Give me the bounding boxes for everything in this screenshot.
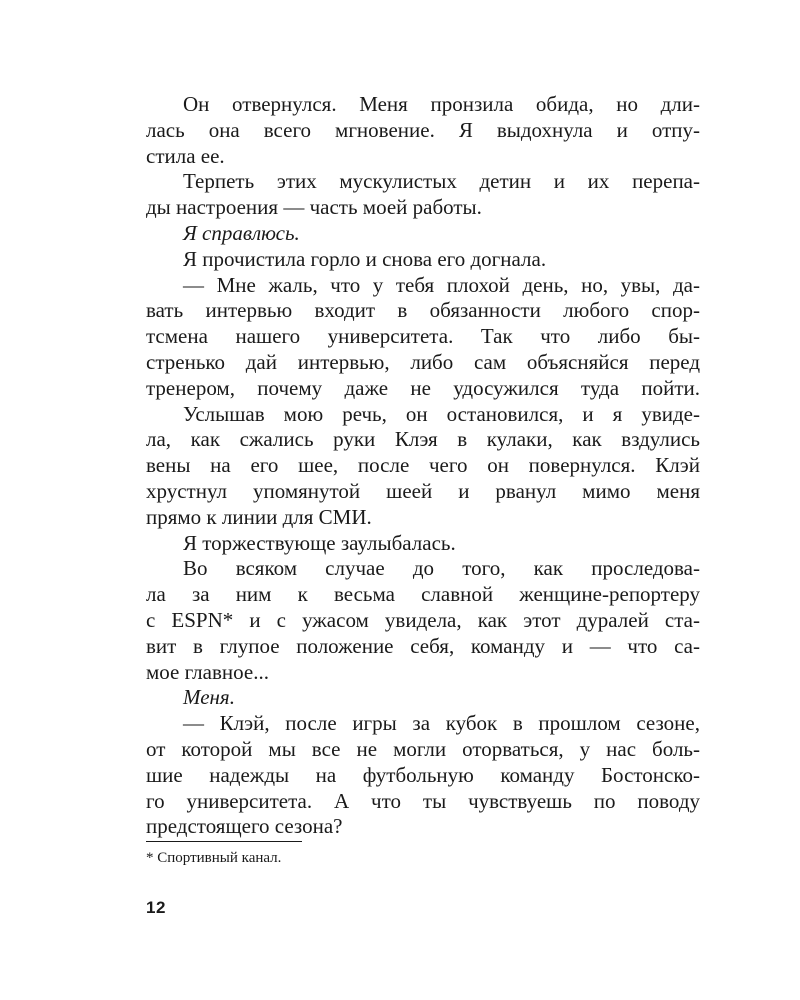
text-line: Я справлюсь. xyxy=(183,220,300,245)
text-line: — Клэй, после игры за кубок в прошлом сезоне, xyxy=(183,711,700,736)
text-line: стила ее. xyxy=(146,143,225,168)
text-line: вит в глупое положение себя, команду и — что са- xyxy=(146,633,700,658)
text-line: Во всяком случае до того, как проследова- xyxy=(183,556,700,581)
text-line: предстоящего сезона? xyxy=(146,814,343,839)
text-line: от которой мы все не могли оторваться, у нас боль- xyxy=(146,736,700,761)
text-line: ды настроения — часть моей работы. xyxy=(146,195,482,220)
text-line: Он отвернулся. Меня пронзила обида, но дли- xyxy=(183,92,700,116)
text-line: шие надежды на футбольную команду Бостонско- xyxy=(146,762,700,787)
text-line: вены на его шее, после чего он повернулся. Клэй xyxy=(146,453,700,478)
footnote: * Спортивный канал. xyxy=(146,850,282,866)
text-line: Меня. xyxy=(183,685,235,710)
text-line: ла за ним к весьма славной женщине-репортеру xyxy=(146,582,700,607)
body-text xyxy=(146,92,700,840)
text-line: хрустнул упомянутой шеей и рванул мимо меня xyxy=(146,478,700,503)
text-line: лась она всего мгновение. Я выдохнула и отпу- xyxy=(146,117,700,142)
text-line: стренько дай интервью, либо сам объясняйся перед xyxy=(146,349,700,374)
text-line: Терпеть этих мускулистых детин и их перепа- xyxy=(183,169,700,194)
text-line: тсмена нашего университета. Так что либо бы- xyxy=(146,324,700,349)
text-line: го университета. А что ты чувствуешь по поводу xyxy=(146,788,700,813)
text-line: прямо к линии для СМИ. xyxy=(146,504,372,529)
text-line: Услышав мою речь, он остановился, и я увиде- xyxy=(183,401,700,426)
footnote-divider xyxy=(146,841,302,842)
text-line: Я торжествующе заулыбалась. xyxy=(183,530,456,555)
text-line: вать интервью входит в обязанности любого спор- xyxy=(146,298,700,323)
text-line: ла, как сжались руки Клэя в кулаки, как вздулись xyxy=(146,427,700,452)
text-line: мое главное... xyxy=(146,659,269,684)
text-line: Я прочистила горло и снова его догнала. xyxy=(183,246,547,271)
page-number: 12 xyxy=(146,898,166,917)
text-line: тренером, почему даже не удосужился туда пойти. xyxy=(146,375,700,400)
text-line: — Мне жаль, что у тебя плохой день, но, увы, да- xyxy=(183,272,700,297)
text-line: с ESPN* и с ужасом увидела, как этот дуралей ста- xyxy=(146,607,700,632)
